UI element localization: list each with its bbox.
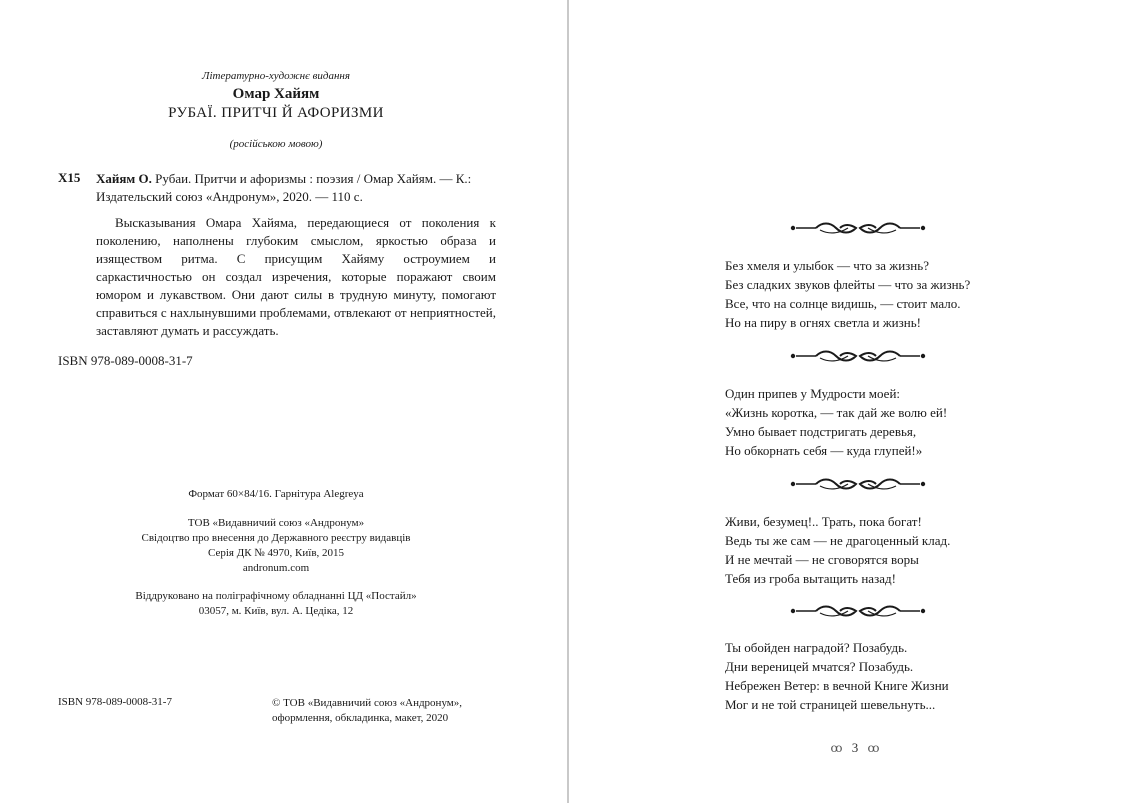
- biblio-details: Рубаи. Притчи и афоризмы : поэзия / Омар Хайям. — К.: Издательский союз «Андронум», 2020. — 110 с.: [96, 171, 472, 204]
- printer-address: 03057, м. Київ, вул. А. Цедіка, 12: [198, 605, 354, 617]
- poem-line: Без хмеля и улыбок — что за жизнь?: [725, 258, 929, 273]
- genre-label: Літературно-художнє видання: [202, 70, 350, 82]
- poem-line: Небрежен Ветер: в вечной Книге Жизни: [725, 678, 949, 693]
- poem-line: Ведь ты же сам — не драгоценный клад.: [725, 533, 951, 548]
- copyright-block: [272, 696, 462, 726]
- poem-line: Но на пиру в огнях светла и жизнь!: [725, 315, 921, 330]
- poem-line: Но обкорнать себя — куда глупей!»: [725, 443, 923, 458]
- flourish-right-icon: ꝏ: [867, 741, 880, 755]
- catalog-code: Х15: [58, 170, 81, 185]
- poem-line: Живи, безумец!.. Трать, пока богат!: [725, 514, 922, 529]
- flourish-left-icon: ꝏ: [830, 741, 843, 755]
- printer-block: [0, 589, 552, 619]
- ornament-divider-icon: [790, 604, 926, 618]
- bibliographic-record: [96, 170, 496, 206]
- page-number: 3: [851, 740, 859, 755]
- ornament-divider-icon: [790, 477, 926, 491]
- poem-line: И не мечтай — не сговорятся воры: [725, 552, 919, 567]
- poem-line: Один припев у Мудрости моей:: [725, 386, 901, 401]
- poem-stanza: [725, 638, 1015, 714]
- copyright-line-2: оформлення, обкладинка, макет, 2020: [272, 712, 449, 724]
- book-title: РУБАЇ. ПРИТЧІ Й АФОРИЗМИ: [168, 105, 384, 121]
- page-number-footer: [800, 740, 910, 756]
- language-note: (російською мовою): [229, 138, 323, 150]
- poem-line: Без сладких звуков флейты — что за жизнь?: [725, 277, 971, 292]
- biblio-author: Хайям О.: [96, 171, 152, 186]
- poem-stanza: [725, 256, 1015, 332]
- ornament-divider-icon: [790, 221, 926, 235]
- ornament-divider-icon: [790, 349, 926, 363]
- publisher-series: Серія ДК № 4970, Київ, 2015: [207, 547, 345, 559]
- poem-line: Все, что на солнце видишь, — стоит мало.: [725, 296, 961, 311]
- poem-stanza: [725, 384, 1015, 460]
- poem-stanza: [725, 512, 1015, 588]
- publisher-certificate: Свідоцтво про внесення до Державного реєстру видавців: [141, 532, 411, 544]
- isbn-bottom: ISBN 978-089-0008-31-7: [58, 696, 172, 708]
- poem-line: Умно бывает подстригать деревья,: [725, 424, 917, 439]
- poem-line: «Жизнь коротка, — так дай же волю ей!: [725, 405, 948, 420]
- format-line: Формат 60×84/16. Гарнітура Alegreya: [188, 488, 364, 500]
- isbn-top: ISBN 978-089-0008-31-7: [58, 353, 193, 368]
- poem-line: Ты обойден наградой? Позабудь.: [725, 640, 908, 655]
- copyright-line-1: © ТОВ «Видавничий союз «Андронум»,: [272, 697, 463, 709]
- book-author: Омар Хайям: [232, 86, 320, 102]
- poem-line: Тебя из гроба вытащить назад!: [725, 571, 896, 586]
- publisher-block: [0, 516, 552, 576]
- publisher-name: ТОВ «Видавничий союз «Андронум»: [187, 517, 365, 529]
- printer-name: Віддруковано на поліграфічному обладнанні ЦД «Постайл»: [135, 590, 417, 602]
- poem-line: Дни вереницей мчатся? Позабудь.: [725, 659, 914, 674]
- publisher-website: andronum.com: [242, 562, 310, 574]
- poem-line: Мог и не той страницей шевельнуть...: [725, 697, 936, 712]
- annotation-text: Высказывания Омара Хайяма, передающиеся от поколения к поколению, наполнены глубоким смыслом, яркостью образа и изяществом ритма. С присущим Хайяму остроумием и саркастичностью он создал изречения, которые поражают своим юмором и лукавством. Они дают силы в трудную минуту, помогают справиться с нахлынувшими проблемами, отвлекают от неприятностей, заставляют думать и рассуждать.: [96, 215, 496, 338]
